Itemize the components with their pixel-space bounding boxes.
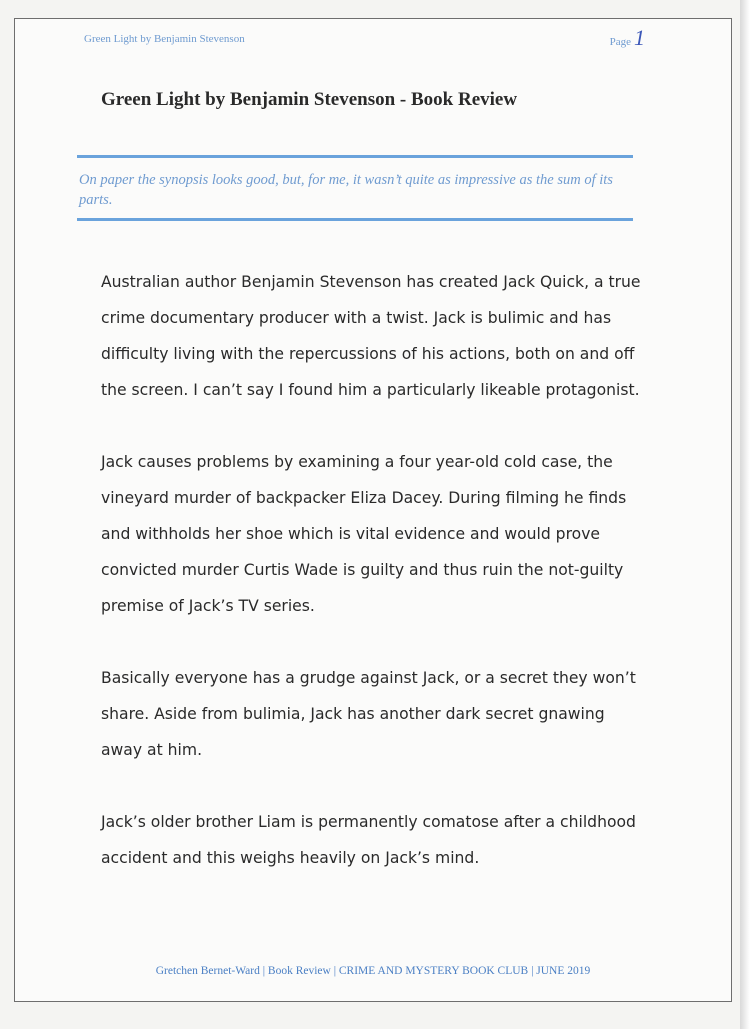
page-number: 1 [634, 25, 645, 50]
running-header: Green Light by Benjamin Stevenson [84, 33, 245, 45]
review-body [101, 264, 641, 912]
document-page [14, 18, 732, 1002]
scan-edge [740, 0, 750, 1029]
paragraph-4: Jack’s older brother Liam is permanently comatose after a childhood accident and this weighs heavily on Jack’s mind. [101, 813, 636, 867]
quote-rule-bottom [77, 218, 633, 221]
page-label: Page [609, 36, 631, 48]
page-indicator [610, 25, 645, 51]
page-footer: Gretchen Bernet-Ward | Book Review | CRIME AND MYSTERY BOOK CLUB | JUNE 2019 [155, 965, 591, 977]
paragraph-1: Australian author Benjamin Stevenson has created Jack Quick, a true crime documentary producer with a twist. Jack is bulimic and has difficulty living with the repercussions of his actions, both on and off the screen. I can’t say I found him a particularly likeable protagonist. [101, 273, 641, 399]
page-title: Green Light by Benjamin Stevenson - Book Review [101, 89, 518, 110]
paragraph-3: Basically everyone has a grudge against Jack, or a secret they won’t share. Aside from bulimia, Jack has another dark secret gnawing away at him. [101, 669, 636, 759]
quote-rule-top [77, 155, 633, 158]
pull-quote: On paper the synopsis looks good, but, for me, it wasn’t quite as impressive as the sum of its parts. [79, 172, 613, 208]
paragraph-2: Jack causes problems by examining a four year-old cold case, the vineyard murder of backpacker Eliza Dacey. During filming he finds and withholds her shoe which is vital evidence and would prove convicted murder Curtis Wade is guilty and thus ruin the not-guilty premise of Jack’s TV series. [101, 453, 627, 615]
